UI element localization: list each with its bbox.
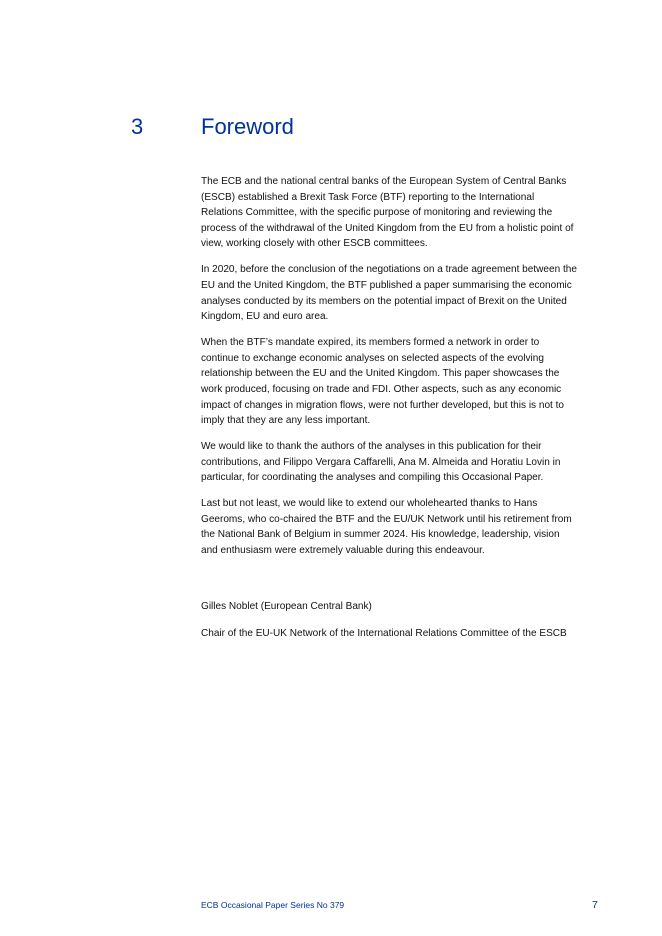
paragraph-line: Last but not least, we would like to extend our wholehearted thanks to Hans [201,498,538,510]
paragraph-line: We would like to thank the authors of the analyses in this publication for their [201,441,542,453]
signature-role: Chair of the EU-UK Network of the International Relations Committee of the ESCB [201,628,567,639]
paragraph-4 [201,439,601,486]
paragraph-line: (ESCB) established a Brexit Task Force (BTF) reporting to the International [201,191,535,203]
paragraph-line: imply that they are any less important. [201,415,371,427]
paragraph-line: When the BTF’s mandate expired, its members formed a network in order to [201,337,540,349]
paragraph-line: the National Bank of Belgium in summer 2024. His knowledge, leadership, vision [201,529,560,541]
signature-name: Gilles Noblet (European Central Bank) [201,601,372,612]
paragraph-line: view, working closely with other ESCB committees. [201,238,428,250]
paragraph-line: continue to exchange economic analyses on selected aspects of the evolving [201,352,544,364]
paragraph-2 [201,262,601,324]
paragraph-5 [201,496,601,558]
paragraph-line: contributions, and Filippo Vergara Caffarelli, Ana M. Almeida and Horatiu Lovin in [201,456,561,468]
paragraph-line: In 2020, before the conclusion of the negotiations on a trade agreement between the [201,264,577,276]
section-number: 3 [131,114,144,139]
paragraph-line: The ECB and the national central banks of the European System of Central Banks [201,176,567,187]
foreword-body [201,174,601,569]
paragraph-line: particular, for coordinating the analyses and compiling this Occasional Paper. [201,472,544,484]
paragraph-line: analyses conducted by its members on the potential impact of Brexit on the United [201,295,567,307]
paragraph-line: impact of changes in migration flows, were not further developed, but this is not to [201,399,564,411]
paragraph-3 [201,335,601,429]
paragraph-line: EU and the United Kingdom, the BTF published a paper summarising the economic [201,279,572,291]
paragraph-line: process of the withdrawal of the United Kingdom from the EU from a holistic point of [201,222,574,234]
paragraph-line: Kingdom, EU and euro area. [201,311,329,323]
paragraph-line: relationship between the EU and the United Kingdom. This paper showcases the [201,368,560,380]
paragraph-line: and enthusiasm were extremely valuable during this endeavour. [201,545,485,557]
paragraph-1 [201,174,601,252]
footer-series-title: ECB Occasional Paper Series No 379 [201,900,345,910]
paragraph-line: Relations Committee, with the specific purpose of monitoring and reviewing the [201,207,553,219]
paragraph-line: Geeroms, who co-chaired the BTF and the EU/UK Network until his retirement from [201,513,572,525]
paragraph-line: work produced, focusing on trade and FDI. Other aspects, such as any economic [201,383,562,395]
page-number: 7 [592,899,598,911]
section-title: Foreword [201,114,294,139]
